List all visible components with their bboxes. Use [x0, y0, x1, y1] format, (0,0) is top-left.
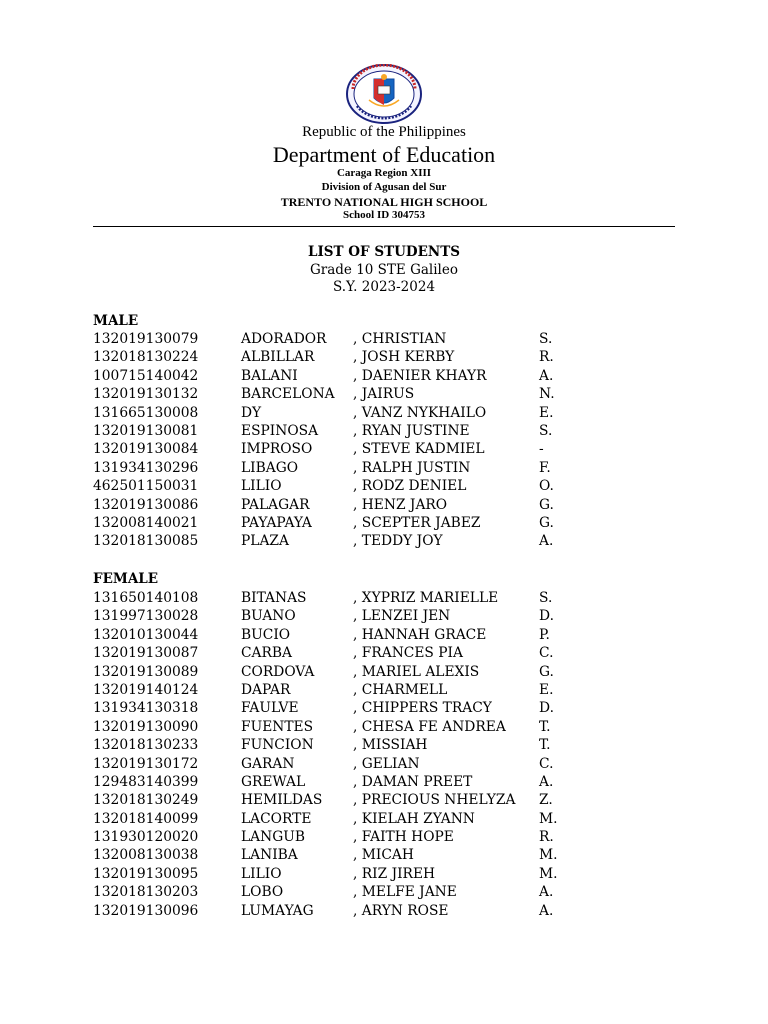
student-last-name: LUMAYAG — [241, 902, 314, 919]
student-first-name: , JOSH KERBY — [353, 349, 455, 366]
student-middle-initial: O. — [539, 478, 554, 495]
student-first-name: , SCEPTER JABEZ — [353, 514, 481, 531]
student-middle-initial: S. — [539, 331, 553, 347]
student-lrn: 100715140042 — [93, 367, 199, 384]
student-middle-initial: A. — [539, 367, 554, 384]
student-middle-initial: F. — [539, 459, 551, 476]
female-student-list — [0, 589, 768, 920]
student-row — [0, 865, 768, 883]
student-lrn: 132019140124 — [93, 681, 199, 698]
student-row — [0, 791, 768, 809]
student-first-name: , RODZ DENIEL — [353, 478, 467, 495]
student-last-name: FUENTES — [241, 718, 314, 735]
region-line: Caraga Region XIII — [336, 167, 432, 179]
student-middle-initial: R. — [539, 829, 554, 846]
student-last-name: CORDOVA — [241, 663, 315, 680]
student-row — [0, 367, 768, 385]
student-row — [0, 644, 768, 662]
student-last-name: BUANO — [241, 608, 296, 625]
student-lrn: 131934130318 — [93, 700, 199, 717]
student-first-name: , CHARMELL — [353, 681, 448, 698]
student-first-name: , RYAN JUSTINE — [353, 422, 470, 439]
student-middle-initial: G. — [539, 663, 554, 680]
student-lrn: 132019130086 — [93, 496, 199, 513]
student-row — [0, 755, 768, 773]
student-first-name: , STEVE KADMIEL — [353, 441, 485, 458]
student-row — [0, 883, 768, 901]
student-row — [0, 532, 768, 550]
student-lrn: 132018130085 — [93, 533, 199, 550]
student-last-name: BUCIO — [241, 626, 291, 643]
student-first-name: , FRANCES PIA — [353, 645, 463, 662]
student-middle-initial: M. — [539, 810, 558, 827]
student-middle-initial: D. — [539, 700, 554, 717]
student-first-name: , RIZ JIREH — [353, 865, 436, 882]
student-row — [0, 626, 768, 644]
student-lrn: 132019130079 — [93, 331, 199, 347]
student-last-name: LILIO — [241, 478, 282, 495]
student-first-name: , GELIAN — [353, 755, 420, 772]
student-lrn: 132018130224 — [93, 349, 199, 366]
student-last-name: ESPINOSA — [241, 422, 319, 439]
student-lrn: 132019130084 — [93, 441, 199, 458]
student-row — [0, 422, 768, 440]
student-lrn: 132019130087 — [93, 645, 199, 662]
student-last-name: LILIO — [241, 865, 282, 882]
header-divider — [93, 226, 675, 227]
student-last-name: LANGUB — [241, 829, 305, 846]
student-row — [0, 718, 768, 736]
student-first-name: , KIELAH ZYANN — [353, 810, 475, 827]
student-last-name: LIBAGO — [241, 459, 299, 476]
student-middle-initial: S. — [539, 590, 553, 606]
student-lrn: 132019130089 — [93, 663, 199, 680]
student-lrn: 129483140399 — [93, 773, 199, 790]
student-last-name: CARBA — [241, 645, 293, 662]
student-lrn: 132019130172 — [93, 755, 199, 772]
student-last-name: HEMILDAS — [241, 792, 323, 809]
student-lrn: 132018130203 — [93, 884, 199, 901]
student-row — [0, 330, 768, 348]
student-lrn: 132018130233 — [93, 737, 199, 754]
student-middle-initial: D. — [539, 608, 554, 625]
student-first-name: , PRECIOUS NHELYZA — [353, 792, 516, 809]
male-student-list — [0, 330, 768, 551]
student-row — [0, 404, 768, 422]
student-middle-initial: T. — [539, 737, 551, 754]
student-first-name: , MISSIAH — [353, 737, 428, 754]
republic-line: Republic of the Philippines — [302, 124, 466, 140]
student-last-name: GARAN — [241, 755, 295, 772]
student-lrn: 132018140099 — [93, 810, 199, 827]
student-lrn: 132008130038 — [93, 847, 199, 864]
student-last-name: PAYAPAYA — [241, 514, 312, 531]
student-last-name: LANIBA — [241, 847, 298, 864]
student-lrn: 131665130008 — [93, 404, 199, 421]
student-middle-initial: Z. — [539, 792, 553, 809]
student-first-name: , TEDDY JOY — [353, 533, 443, 550]
student-first-name: , DAENIER KHAYR — [353, 367, 487, 384]
student-last-name: ALBILLAR — [241, 349, 315, 366]
student-lrn: 132008140021 — [93, 514, 199, 531]
student-middle-initial: E. — [539, 681, 554, 698]
student-middle-initial: A. — [539, 884, 554, 901]
student-last-name: BITANAS — [241, 590, 307, 606]
student-lrn: 462501150031 — [93, 478, 199, 495]
student-row — [0, 385, 768, 403]
student-middle-initial: A. — [539, 533, 554, 550]
student-lrn: 131997130028 — [93, 608, 199, 625]
student-first-name: , CHIPPERS TRACY — [353, 700, 492, 717]
student-row — [0, 440, 768, 458]
student-last-name: PALAGAR — [241, 496, 310, 513]
student-row — [0, 828, 768, 846]
student-last-name: BALANI — [241, 367, 298, 384]
student-middle-initial: R. — [539, 349, 554, 366]
student-lrn: 132010130044 — [93, 626, 199, 643]
school-id: School ID 304753 — [343, 209, 425, 221]
student-last-name: FAULVE — [241, 700, 299, 717]
student-middle-initial: T. — [539, 718, 551, 735]
student-row — [0, 846, 768, 864]
student-row — [0, 773, 768, 791]
student-middle-initial: A. — [539, 902, 554, 919]
student-first-name: , HANNAH GRACE — [353, 626, 487, 643]
student-row — [0, 810, 768, 828]
student-last-name: LACORTE — [241, 810, 312, 827]
student-middle-initial: C. — [539, 755, 554, 772]
student-row — [0, 477, 768, 495]
student-last-name: DAPAR — [241, 681, 291, 698]
student-middle-initial: S. — [539, 422, 553, 439]
student-lrn: 131930120020 — [93, 829, 199, 846]
student-first-name: , HENZ JARO — [353, 496, 448, 513]
student-first-name: , VANZ NYKHAILO — [353, 404, 487, 421]
school-name: TRENTO NATIONAL HIGH SCHOOL — [280, 195, 488, 209]
list-title: LIST OF STUDENTS — [307, 244, 461, 260]
student-last-name: GREWAL — [241, 773, 306, 790]
student-first-name: , RALPH JUSTIN — [353, 459, 471, 476]
student-middle-initial: G. — [539, 496, 554, 513]
student-last-name: DY — [241, 404, 262, 421]
student-row — [0, 607, 768, 625]
student-first-name: , CHRISTIAN — [353, 331, 447, 347]
student-first-name: , CHESA FE ANDREA — [353, 718, 506, 735]
student-first-name: , MICAH — [353, 847, 414, 864]
student-row — [0, 699, 768, 717]
student-lrn: 132018130249 — [93, 792, 199, 809]
student-middle-initial: N. — [539, 386, 555, 403]
student-middle-initial: G. — [539, 514, 554, 531]
student-last-name: FUNCION — [241, 737, 314, 754]
student-lrn: 131934130296 — [93, 459, 199, 476]
student-middle-initial: M. — [539, 865, 558, 882]
female-section-label: FEMALE — [93, 571, 159, 587]
student-middle-initial: C. — [539, 645, 554, 662]
student-first-name: , DAMAN PREET — [353, 773, 473, 790]
student-first-name: , ARYN ROSE — [353, 902, 449, 919]
student-first-name: , XYPRIZ MARIELLE — [353, 590, 499, 606]
student-first-name: , MARIEL ALEXIS — [353, 663, 480, 680]
student-lrn: 132019130095 — [93, 865, 199, 882]
student-row — [0, 514, 768, 532]
student-row — [0, 902, 768, 920]
student-last-name: ADORADOR — [241, 331, 327, 347]
student-first-name: , LENZEI JEN — [353, 608, 451, 625]
student-middle-initial: P. — [539, 626, 550, 643]
student-lrn: 132019130090 — [93, 718, 199, 735]
student-middle-initial: M. — [539, 847, 558, 864]
male-section-label: MALE — [93, 313, 139, 329]
student-row — [0, 496, 768, 514]
student-first-name: , FAITH HOPE — [353, 829, 454, 846]
student-middle-initial: - — [539, 441, 544, 458]
student-row — [0, 589, 768, 607]
student-first-name: , JAIRUS — [353, 386, 415, 403]
student-last-name: BARCELONA — [241, 386, 335, 403]
student-row — [0, 736, 768, 754]
school-year: S.Y. 2023-2024 — [332, 279, 436, 295]
student-last-name: PLAZA — [241, 533, 289, 550]
student-lrn: 132019130132 — [93, 386, 199, 403]
student-lrn: 131650140108 — [93, 590, 199, 606]
department-name: Department of Education — [272, 142, 496, 167]
division-line: Division of Agusan del Sur — [321, 181, 447, 193]
grade-section: Grade 10 STE Galileo — [310, 262, 458, 278]
student-row — [0, 681, 768, 699]
deped-seal-logo — [345, 64, 423, 124]
student-last-name: LOBO — [241, 884, 284, 901]
student-row — [0, 459, 768, 477]
student-row — [0, 348, 768, 366]
student-middle-initial: E. — [539, 404, 554, 421]
student-row — [0, 663, 768, 681]
student-middle-initial: A. — [539, 773, 554, 790]
student-last-name: IMPROSO — [241, 441, 313, 458]
student-lrn: 132019130096 — [93, 902, 199, 919]
student-first-name: , MELFE JANE — [353, 884, 457, 901]
student-lrn: 132019130081 — [93, 422, 199, 439]
